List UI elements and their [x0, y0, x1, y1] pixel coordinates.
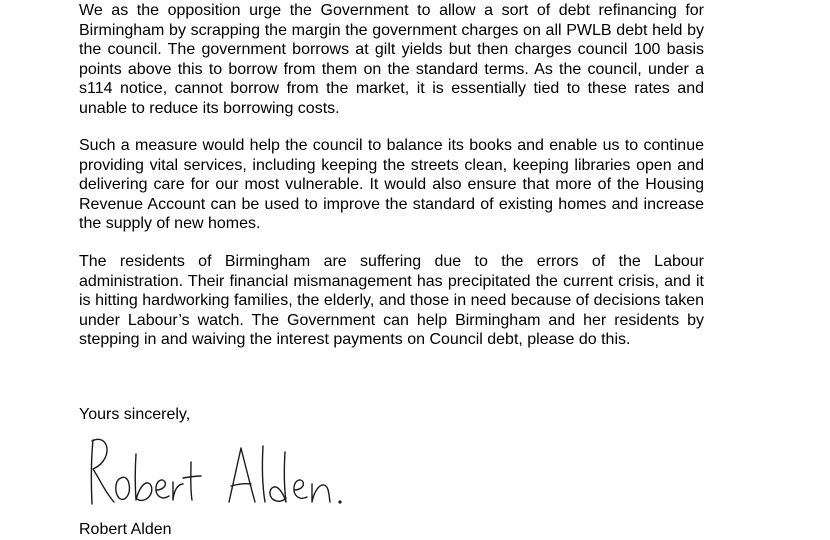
paragraph-residents: The residents of Birmingham are suffering due to the errors of the Labour administration. Their financial mismanagement has precipitated the current crisis, and it is hitting hardworking families, the elderly, and those in need because of decisions taken under Labour’s watch. The Government can help Birmingham and her residents by stepping in and waiving the interest payments on Council debt, please do this.: [79, 253, 704, 348]
signer-name: Robert Alden: [79, 521, 172, 538]
paragraph-debt-refinancing: We as the opposition urge the Government to allow a sort of debt refinancing for Birmingham by scrapping the margin the government charges on all PWLB debt held by the council. The government borrows at gilt yields but then charges council 100 basis points above this to borrow from them on the standard terms. As the council, under a s114 notice, cannot borrow from the market, it is essentially tied to these rates and unable to reduce its borrowing costs.: [79, 2, 704, 117]
handwritten-signature: [81, 432, 381, 510]
closing-salutation: Yours sincerely,: [79, 406, 191, 423]
paragraph-benefits: Such a measure would help the council to balance its books and enable us to continue providing vital services, including keeping the streets clean, keeping libraries open and delivering care for our most vulnerable. It would also ensure that more of the Housing Revenue Account can be used to improve the standard of existing homes and increase the supply of new homes.: [79, 137, 704, 232]
